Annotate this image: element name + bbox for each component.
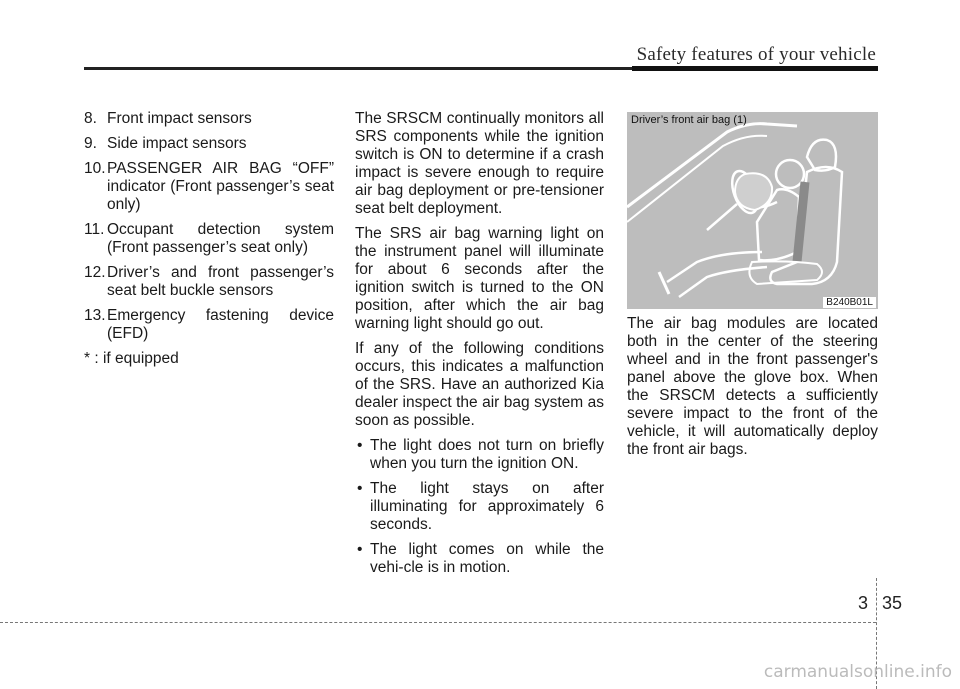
list-item-number: 8.	[84, 110, 97, 127]
bullet-text: The light comes on while the vehi-cle is in motion.	[370, 541, 604, 576]
header-title: Safety features of your vehicle	[636, 44, 876, 65]
paragraph: The SRS air bag warning light on the instrument panel will illuminate for about 6 seconds after the ignition switch is turned to the ON position, after which the air bag warning light should go out.	[355, 225, 604, 332]
paragraph: The air bag modules are located both in the center of the steering wheel and in the front passenger's panel above the glove box. When the SRSCM detects a sufficiently severe impact to the front of the vehicle, it will automatically deploy the front air bags.	[627, 315, 878, 458]
paragraph: The SRSCM continually monitors all SRS components while the ignition switch is ON to determine if a crash impact is severe enough to require air bag deployment or pre-tensioner seat belt deployment.	[355, 110, 604, 217]
driver-airbag-drawing	[627, 112, 878, 309]
left-column	[84, 110, 334, 375]
list-item	[84, 110, 334, 128]
airbag-illustration	[627, 112, 878, 309]
section-number: 3	[858, 593, 869, 613]
list-item-text: Driver’s and front passenger’s seat belt buckle sensors	[107, 264, 334, 299]
list-item-number: 13.	[84, 307, 106, 324]
figure-caption: Driver’s front air bag (1)	[631, 114, 747, 126]
list-item	[84, 160, 334, 214]
headrest-outline	[807, 140, 836, 171]
driver-leg	[667, 252, 762, 282]
footer-rule	[0, 622, 876, 623]
right-column	[627, 315, 878, 466]
figure-code: B240B01L	[823, 297, 876, 308]
bullet-icon: •	[357, 437, 363, 454]
pedal	[659, 272, 669, 294]
list-item-number: 10.	[84, 160, 106, 177]
footnote: * : if equipped	[84, 350, 179, 367]
list-item	[84, 221, 334, 257]
list-item-text: PASSENGER AIR BAG “OFF” indicator (Front passenger’s seat only)	[107, 160, 334, 213]
seat-cushion	[749, 261, 822, 284]
list-item-number: 9.	[84, 135, 97, 152]
list-item	[84, 135, 334, 153]
airbag-balloon	[735, 173, 772, 210]
bullet-text: The light does not turn on briefly when you turn the ignition ON.	[370, 437, 604, 472]
bullet-item	[355, 437, 604, 473]
list-item-text: Occupant detection system (Front passenger’s seat only)	[107, 221, 334, 256]
bullet-list	[355, 437, 604, 577]
header-rule-accent	[632, 66, 878, 71]
bullet-text: The light stays on after illuminating for approximately 6 seconds.	[370, 480, 604, 533]
bullet-item	[355, 541, 604, 577]
bullet-icon: •	[357, 480, 363, 497]
list-item-number: 11.	[84, 221, 105, 238]
list-item-number: 12.	[84, 264, 106, 281]
list-item	[84, 264, 334, 300]
driver-head	[776, 160, 804, 188]
steering-column	[707, 204, 737, 230]
list-item-text: Side impact sensors	[107, 135, 247, 152]
list-item-text: Emergency fastening device (EFD)	[107, 307, 334, 342]
bullet-item	[355, 480, 604, 534]
paragraph: If any of the following conditions occurs, this indicates a malfunction of the SRS. Have an authorized Kia dealer inspect the air bag system as soon as possible.	[355, 340, 604, 429]
page-number: 35	[882, 593, 903, 613]
list-item-text: Front impact sensors	[107, 110, 252, 127]
watermark: carmanualsonline.info	[763, 662, 952, 682]
bullet-icon: •	[357, 541, 363, 558]
list-item	[84, 307, 334, 343]
seat-belt	[797, 182, 805, 262]
middle-column	[355, 110, 604, 584]
